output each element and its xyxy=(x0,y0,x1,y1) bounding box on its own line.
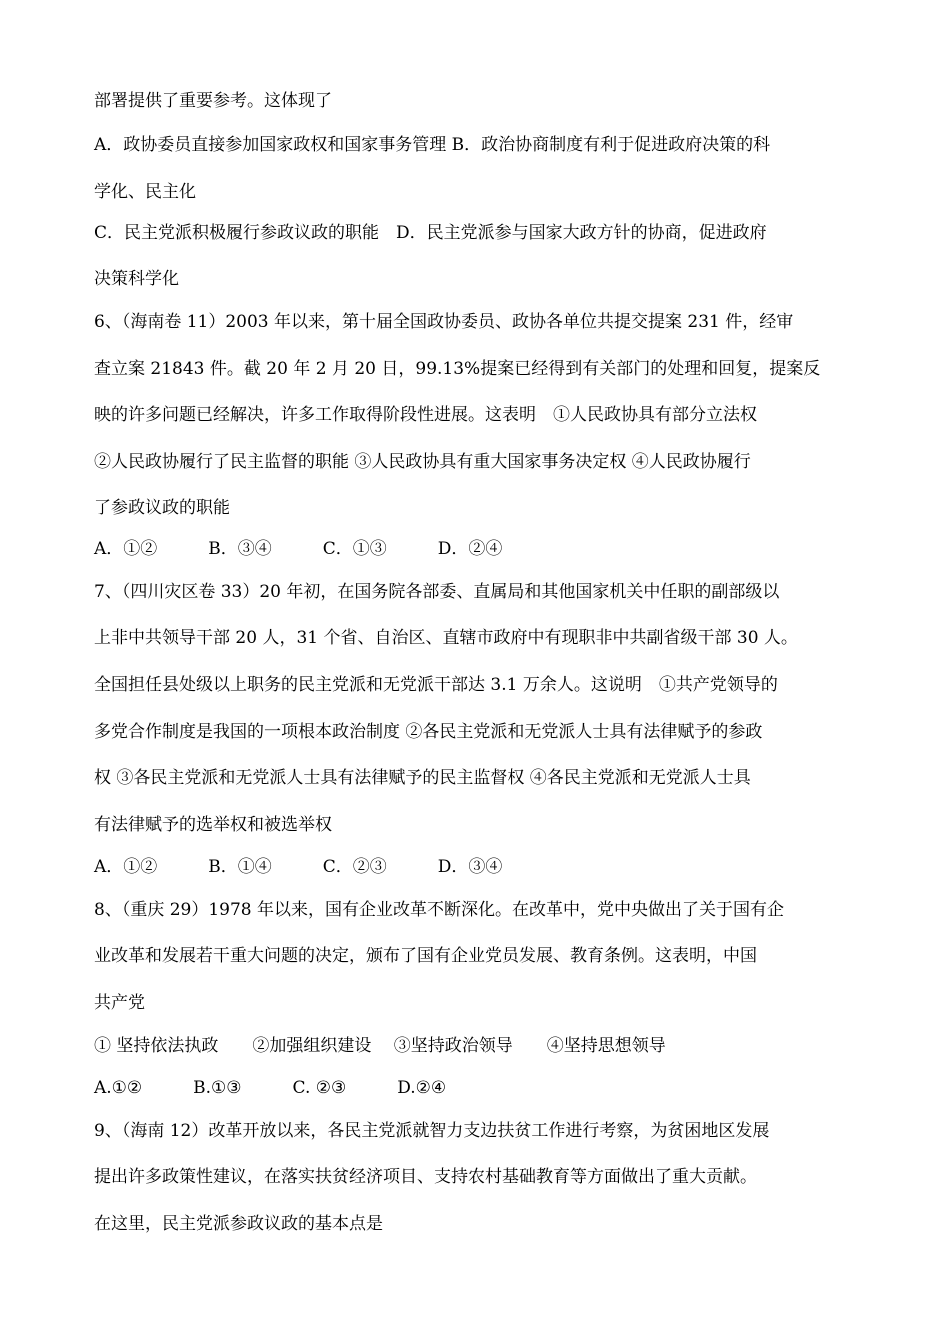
text-line: 在这里，民主党派参政议政的基本点是 xyxy=(94,1214,383,1234)
text-line: 权 ③各民主党派和无党派人士具有法律赋予的民主监督权 ④各民主党派和无党派人士具 xyxy=(94,768,751,788)
text-line: 多党合作制度是我国的一项根本政治制度 ②各民主党派和无党派人士具有法律赋予的参政 xyxy=(94,722,763,742)
text-line: 学化、民主化 xyxy=(94,182,196,202)
text-line: ① 坚持依法执政 ②加强组织建设 ③坚持政治领导 ④坚持思想领导 xyxy=(94,1036,666,1056)
text-line: 6、（海南卷 11）2003 年以来，第十届全国政协委员、政协各单位共提交提案 231 件，经审 xyxy=(94,312,794,332)
text-line: 9、（海南 12）改革开放以来，各民主党派就智力支边扶贫工作进行考察，为贫困地区发展 xyxy=(94,1121,770,1141)
text-line: 了参政议政的职能 xyxy=(94,498,230,518)
answer-options: A.①② B.①③ C. ②③ D.②④ xyxy=(94,1078,447,1098)
text-line: C．民主党派积极履行参政议政的职能 D．民主党派参与国家大政方针的协商，促进政府 xyxy=(94,223,767,243)
text-line: 7、（四川灾区卷 33）20 年初，在国务院各部委、直属局和其他国家机关中任职的副部级以 xyxy=(94,582,780,602)
text-line: 全国担任县处级以上职务的民主党派和无党派干部达 3.1 万余人。这说明 ①共产党领导的 xyxy=(94,675,778,695)
text-line: 共产党 xyxy=(94,993,145,1013)
text-line: ②人民政协履行了民主监督的职能 ③人民政协具有重大国家事务决定权 ④人民政协履行 xyxy=(94,452,751,472)
text-line: 提出许多政策性建议，在落实扶贫经济项目、支持农村基础教育等方面做出了重大贡献。 xyxy=(94,1167,757,1187)
text-line: 查立案 21843 件。截 20 年 2 月 20 日，99.13%提案已经得到有关部门的处理和回复，提案反 xyxy=(94,359,821,379)
text-line: 业改革和发展若干重大问题的决定，颁布了国有企业党员发展、教育条例。这表明，中国 xyxy=(94,946,757,966)
text-line: 映的许多问题已经解决，许多工作取得阶段性进展。这表明 ①人民政协具有部分立法权 xyxy=(94,405,757,425)
text-line: 有法律赋予的选举权和被选举权 xyxy=(94,815,332,835)
answer-options: A．①② B．③④ C．①③ D．②④ xyxy=(94,539,503,559)
answer-options: A．①② B．①④ C．②③ D．③④ xyxy=(94,857,503,877)
text-line: 上非中共领导干部 20 人，31 个省、自治区、直辖市政府中有现职非中共副省级干部 30 人。 xyxy=(94,628,798,648)
text-line: A．政协委员直接参加国家政权和国家事务管理 B．政治协商制度有利于促进政府决策的科 xyxy=(94,135,771,155)
text-line: 决策科学化 xyxy=(94,269,179,289)
text-line: 8、（重庆 29）1978 年以来，国有企业改革不断深化。在改革中，党中央做出了关于国有企 xyxy=(94,900,785,920)
text-line: 部署提供了重要参考。这体现了 xyxy=(94,91,332,111)
